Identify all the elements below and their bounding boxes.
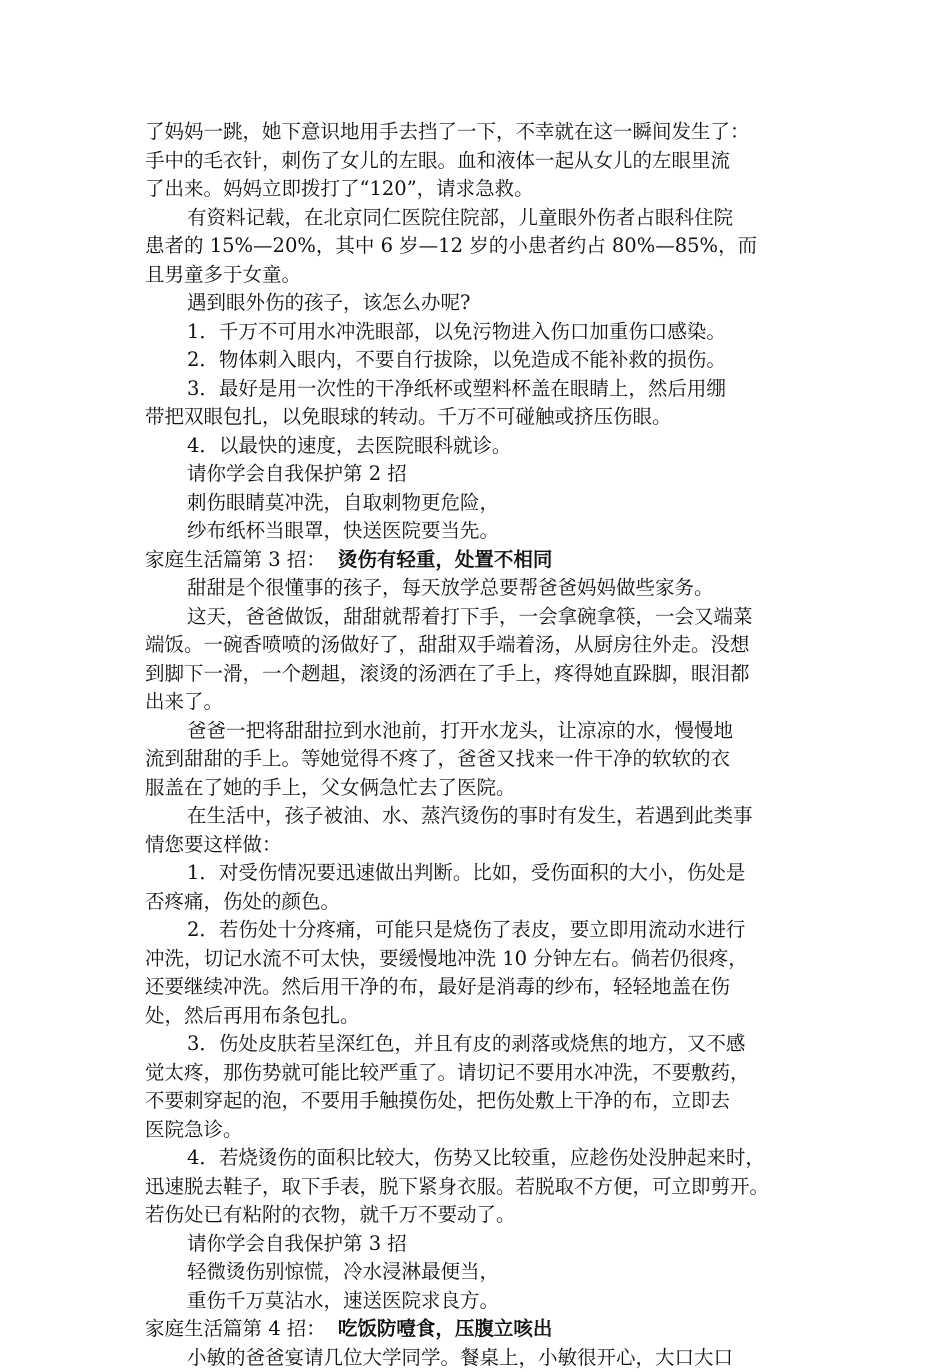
text-line: 了出来。妈妈立即拨打了“120”，请求急救。	[145, 175, 815, 204]
text-line: 且男童多于女童。	[145, 261, 815, 290]
text-line: 在生活中，孩子被油、水、蒸汽烫伤的事时有发生，若遇到此类事	[145, 802, 815, 831]
section-heading-4	[145, 1315, 815, 1344]
text-line: 甜甜是个很懂事的孩子，每天放学总要帮爸爸妈妈做些家务。	[145, 574, 815, 603]
text-line: 端饭。一碗香喷喷的汤做好了，甜甜双手端着汤，从厨房往外走。没想	[145, 631, 815, 660]
text-line: 刺伤眼睛莫冲洗，自取刺物更危险，	[145, 489, 815, 518]
text-line: 轻微烫伤别惊慌，冷水浸淋最便当，	[145, 1258, 815, 1287]
text-line: 服盖在了她的手上，父女俩急忙去了医院。	[145, 774, 815, 803]
text-line: 否疼痛，伤处的颜色。	[145, 888, 815, 917]
text-line: 请你学会自我保护第 3 招	[145, 1230, 815, 1259]
text-line: 4．若烧烫伤的面积比较大，伤势又比较重，应趁伤处没肿起来时，	[145, 1144, 815, 1173]
text-line: 处，然后再用布条包扎。	[145, 1002, 815, 1031]
text-line: 到脚下一滑，一个趔趄，滚烫的汤洒在了手上，疼得她直跺脚，眼泪都	[145, 660, 815, 689]
text-line: 情您要这样做：	[145, 831, 815, 860]
text-line: 患者的 15%—20%，其中 6 岁—12 岁的小患者约占 80%—85%，而	[145, 232, 815, 261]
text-line: 1．千万不可用水冲洗眼部，以免污物进入伤口加重伤口感染。	[145, 318, 815, 347]
text-line: 遇到眼外伤的孩子，该怎么办呢?	[145, 289, 815, 318]
heading-3-title: 烫伤有轻重，处置不相同	[338, 548, 553, 571]
heading-4-title: 吃饭防噎食，压腹立咳出	[338, 1317, 553, 1340]
text-line: 冲洗，切记水流不可太快，要缓慢地冲洗 10 分钟左右。倘若仍很疼，	[145, 945, 815, 974]
document-body	[145, 118, 815, 1372]
text-line: 不要刺穿起的泡，不要用手触摸伤处，把伤处敷上干净的布，立即去	[145, 1087, 815, 1116]
text-line: 出来了。	[145, 688, 815, 717]
text-line: 爸爸一把将甜甜拉到水池前，打开水龙头，让凉凉的水，慢慢地	[145, 717, 815, 746]
text-line: 了妈妈一跳，她下意识地用手去挡了一下，不幸就在这一瞬间发生了：	[145, 118, 815, 147]
heading-3-prefix: 家庭生活篇第 3 招：	[145, 548, 326, 571]
text-line: 3．最好是用一次性的干净纸杯或塑料杯盖在眼睛上，然后用绷	[145, 375, 815, 404]
text-line: 重伤千万莫沾水，速送医院求良方。	[145, 1287, 815, 1316]
text-line: 4．以最快的速度，去医院眼科就诊。	[145, 432, 815, 461]
section-heading-3	[145, 546, 815, 575]
section-burn-injury	[145, 574, 815, 1315]
text-line: 带把双眼包扎，以免眼球的转动。千万不可碰触或挤压伤眼。	[145, 403, 815, 432]
text-line: 迅速脱去鞋子，取下手表，脱下紧身衣服。若脱取不方便，可立即剪开。	[145, 1173, 815, 1202]
text-line: 2．物体刺入眼内，不要自行拔除，以免造成不能补救的损伤。	[145, 346, 815, 375]
text-line: 这天，爸爸做饭，甜甜就帮着打下手，一会拿碗拿筷，一会又端菜	[145, 603, 815, 632]
text-line: 1．对受伤情况要迅速做出判断。比如，受伤面积的大小，伤处是	[145, 859, 815, 888]
text-line: 请你学会自我保护第 2 招	[145, 460, 815, 489]
heading-4-prefix: 家庭生活篇第 4 招：	[145, 1317, 326, 1340]
text-line: 医院急诊。	[145, 1116, 815, 1145]
text-line: 纱布纸杯当眼罩，快送医院要当先。	[145, 517, 815, 546]
text-line: 还要继续冲洗。然后用干净的布，最好是消毒的纱布，轻轻地盖在伤	[145, 973, 815, 1002]
text-line: 小敏的爸爸宴请几位大学同学。餐桌上，小敏很开心，大口大口	[145, 1344, 815, 1372]
text-line: 流到甜甜的手上。等她觉得不疼了，爸爸又找来一件干净的软软的衣	[145, 745, 815, 774]
text-line: 2．若伤处十分疼痛，可能只是烧伤了表皮，要立即用流动水进行	[145, 916, 815, 945]
text-line: 3．伤处皮肤若呈深红色，并且有皮的剥落或烧焦的地方，又不感	[145, 1030, 815, 1059]
text-line: 若伤处已有粘附的衣物，就千万不要动了。	[145, 1201, 815, 1230]
text-line: 觉太疼，那伤势就可能比较严重了。请切记不要用水冲洗，不要敷药，	[145, 1059, 815, 1088]
text-line: 有资料记载，在北京同仁医院住院部，儿童眼外伤者占眼科住院	[145, 204, 815, 233]
section-eye-injury	[145, 118, 815, 546]
text-line: 手中的毛衣针，刺伤了女儿的左眼。血和液体一起从女儿的左眼里流	[145, 147, 815, 176]
section-choking	[145, 1344, 815, 1372]
